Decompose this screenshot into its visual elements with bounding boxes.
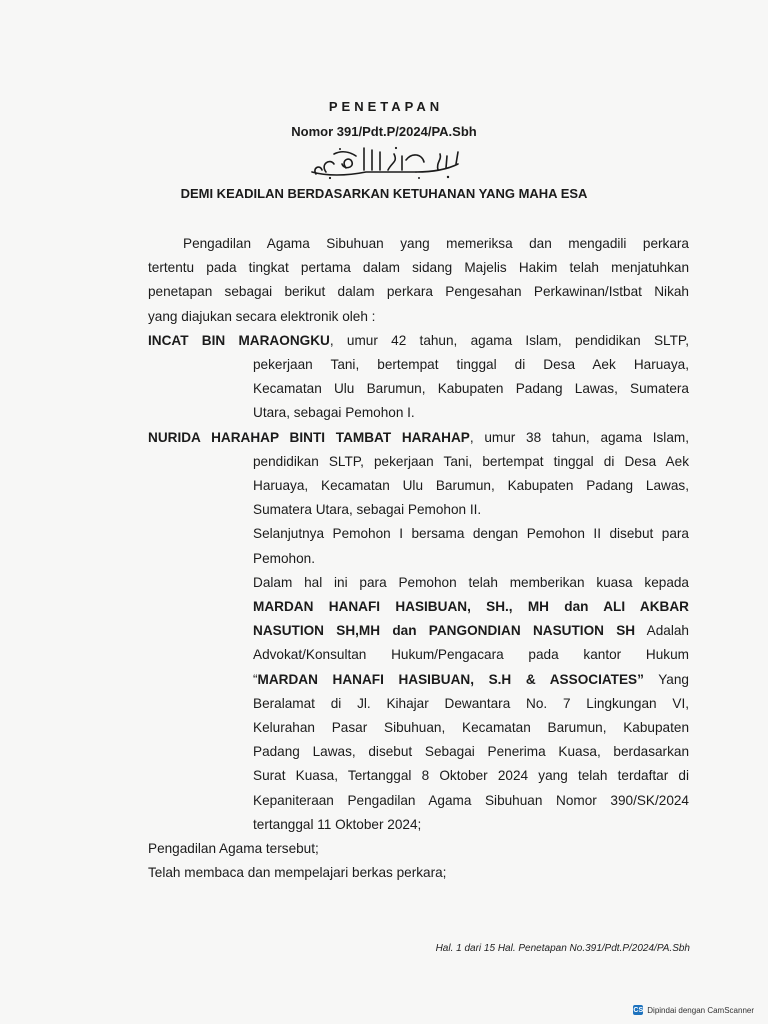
pemohon1-name: INCAT BIN MARAONGKU <box>148 332 330 348</box>
pemohon1-line: Kecamatan Ulu Barumun, Kabupaten Padang Lawas, Sumatera <box>253 381 689 397</box>
kuasa-line: Kepaniteraan Pengadilan Agama Sibuhuan Nomor 390/SK/2024 <box>253 792 689 808</box>
document-body <box>148 232 689 885</box>
pemohon2-line: pendidikan SLTP, pekerjaan Tani, bertempat tinggal di Desa Aek <box>253 453 689 469</box>
kuasa-text: Yang <box>643 671 689 687</box>
pemohon2-first-line <box>148 426 689 450</box>
kuasa-line: tertanggal 11 Oktober 2024; <box>253 816 422 832</box>
kuasa-line: Dalam hal ini para Pemohon telah memberikan kuasa kepada <box>253 574 689 590</box>
kuasa-line: Surat Kuasa, Tertanggal 8 Oktober 2024 yang telah terdaftar di <box>253 768 689 784</box>
camscanner-logo-icon: CS <box>633 1006 644 1014</box>
document-title: PENETAPAN <box>328 99 444 114</box>
pemohon2-name: NURIDA HARAHAP BINTI TAMBAT HARAHAP <box>148 429 470 445</box>
pemohon1-line: Utara, sebagai Pemohon I. <box>253 405 415 421</box>
intro-line: Pengadilan Agama Sibuhuan yang memeriksa dan mengadili perkara <box>183 236 689 251</box>
basmalah-calligraphy-icon <box>306 142 466 182</box>
camscanner-label: Dipindai dengan CamScanner <box>647 1005 754 1015</box>
closing-line: Telah membaca dan mempelajari berkas perkara; <box>148 865 447 881</box>
intro-line: tertentu pada tingkat pertama dalam sidang Majelis Hakim telah menjatuhkan <box>148 260 689 276</box>
camscanner-watermark <box>633 1005 754 1015</box>
kuasa-line <box>148 619 689 643</box>
pemohon2-line: Sumatera Utara, sebagai Pemohon II. <box>253 502 482 518</box>
kuasa-line: Beralamat di Jl. Kihajar Dewantara No. 7 Lingkungan VI, <box>253 695 689 711</box>
pemohon2-line: Haruaya, Kecamatan Ulu Barumun, Kabupaten Padang Lawas, <box>253 478 689 494</box>
kuasa-line <box>148 595 689 619</box>
document-heading: DEMI KEADILAN BERDASARKAN KETUHANAN YANG MAHA ESA <box>180 186 588 201</box>
selanjutnya-line: Selanjutnya Pemohon I bersama dengan Pemohon II disebut para <box>253 526 689 542</box>
pemohon1-first-line <box>148 329 689 353</box>
kuasa-line: Advokat/Konsultan Hukum/Pengacara pada kantor Hukum <box>253 647 689 663</box>
pemohon1-line: pekerjaan Tani, bertempat tinggal di Desa Aek Haruaya, <box>253 357 689 373</box>
pemohon2-details: , umur 38 tahun, agama Islam, <box>469 429 689 445</box>
pemohon1-details: , umur 42 tahun, agama Islam, pendidikan SLTP, <box>329 332 689 348</box>
closing-line: Pengadilan Agama tersebut; <box>148 841 319 857</box>
kuasa-line: Kelurahan Pasar Sibuhuan, Kecamatan Barumun, Kabupaten <box>253 720 689 736</box>
selanjutnya-line: Pemohon. <box>253 550 315 566</box>
document-number: Nomor 391/Pdt.P/2024/PA.Sbh <box>291 124 477 139</box>
kuasa-line <box>148 668 689 692</box>
law-firm-name: MARDAN HANAFI HASIBUAN, S.H & ASSOCIATES” <box>257 671 644 687</box>
intro-line: penetapan sebagai berikut dalam perkara Pengesahan Perkawinan/Istbat Nikah <box>148 284 689 300</box>
kuasa-attorneys: MARDAN HANAFI HASIBUAN, SH., MH dan ALI AKBAR <box>253 599 689 615</box>
page-footer: Hal. 1 dari 15 Hal. Penetapan No.391/Pdt.P/2024/PA.Sbh <box>435 943 690 954</box>
kuasa-attorneys: NASUTION SH,MH dan PANGONDIAN NASUTION SH <box>253 623 636 639</box>
kuasa-line: Padang Lawas, disebut Sebagai Penerima Kuasa, berdasarkan <box>253 744 689 760</box>
kuasa-quote: “ <box>253 671 258 687</box>
kuasa-text: Adalah <box>635 623 689 639</box>
intro-line: yang diajukan secara elektronik oleh : <box>148 308 376 324</box>
